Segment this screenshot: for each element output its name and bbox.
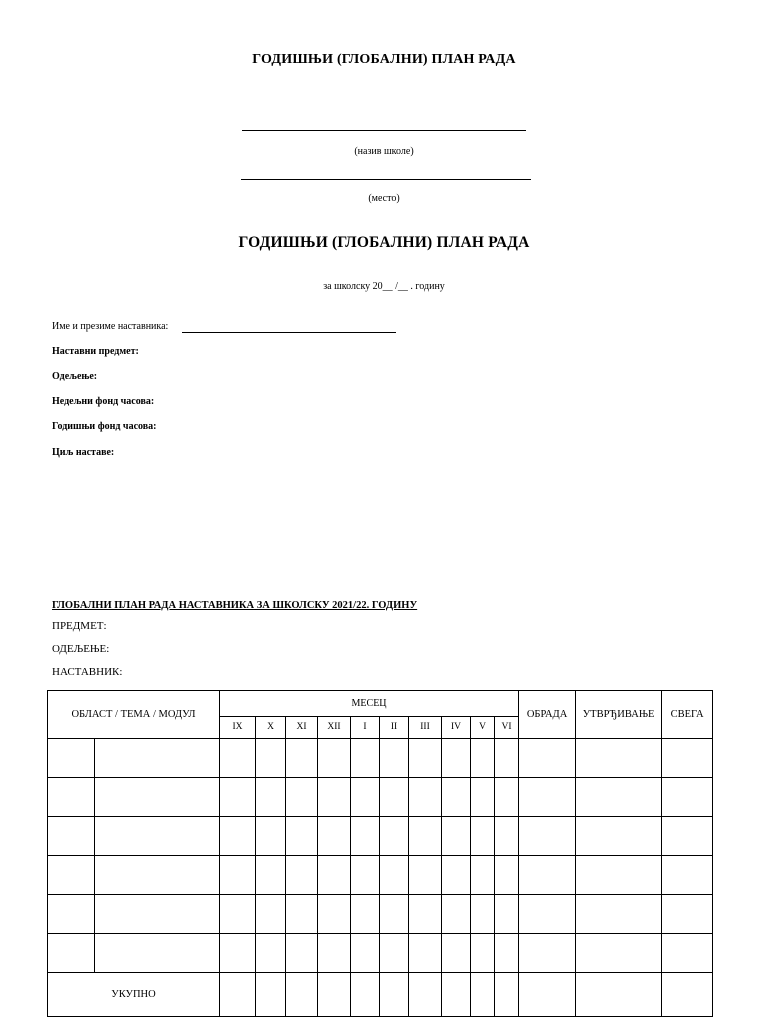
table-cell — [442, 934, 471, 973]
month-xi: XI — [286, 716, 318, 738]
table-cell — [318, 778, 351, 817]
table-row — [48, 934, 713, 973]
table-cell — [442, 817, 471, 856]
table-cell — [286, 778, 318, 817]
table-cell — [48, 934, 95, 973]
table-cell — [220, 934, 256, 973]
total-cell — [662, 973, 713, 1017]
total-cell — [318, 973, 351, 1017]
table-cell — [220, 778, 256, 817]
place-caption: (место) — [368, 193, 400, 204]
school-name-line — [242, 130, 526, 131]
month-ix: IX — [220, 716, 256, 738]
month-v: V — [471, 716, 495, 738]
table-cell — [256, 856, 286, 895]
month-xii: XII — [318, 716, 351, 738]
month-ii: II — [380, 716, 409, 738]
table-cell — [662, 778, 713, 817]
total-cell — [495, 973, 519, 1017]
table-cell — [318, 739, 351, 778]
table-cell — [351, 778, 380, 817]
table-cell — [409, 895, 442, 934]
table-cell — [662, 739, 713, 778]
table-cell — [519, 895, 576, 934]
total-cell — [442, 973, 471, 1017]
total-cell — [471, 973, 495, 1017]
plan-heading — [52, 595, 417, 613]
table-cell — [380, 778, 409, 817]
table-cell — [256, 739, 286, 778]
table-cell — [318, 856, 351, 895]
table-cell — [48, 778, 95, 817]
table-cell — [519, 856, 576, 895]
table-cell — [662, 856, 713, 895]
table-cell — [576, 895, 662, 934]
table-cell — [409, 739, 442, 778]
plan-subject-label: ПРЕДМЕТ: — [52, 620, 107, 632]
table-cell — [519, 817, 576, 856]
month-header: МЕСЕЦ — [220, 691, 519, 717]
table-cell — [662, 934, 713, 973]
table-cell — [220, 856, 256, 895]
table-cell — [286, 817, 318, 856]
table-cell — [495, 895, 519, 934]
table-cell — [286, 739, 318, 778]
table-cell — [220, 817, 256, 856]
table-cell — [442, 739, 471, 778]
total-cell — [286, 973, 318, 1017]
table-cell — [471, 895, 495, 934]
total-cell — [256, 973, 286, 1017]
table-cell — [471, 739, 495, 778]
month-iv: IV — [442, 716, 471, 738]
plan-table-body — [48, 739, 713, 973]
total-header: СВЕГА — [662, 691, 713, 739]
table-cell — [318, 895, 351, 934]
month-vi: VI — [495, 716, 519, 738]
table-cell — [495, 856, 519, 895]
table-cell — [48, 739, 95, 778]
total-cell — [380, 973, 409, 1017]
table-cell — [318, 934, 351, 973]
review-header: УТВРЂИВАЊЕ — [576, 691, 662, 739]
plan-class-label: ОДЕЉЕЊЕ: — [52, 643, 110, 655]
total-cell — [409, 973, 442, 1017]
total-row-label: УКУПНО — [48, 973, 220, 1017]
table-cell — [220, 739, 256, 778]
table-cell — [495, 739, 519, 778]
table-cell — [576, 817, 662, 856]
table-cell — [409, 817, 442, 856]
table-cell — [409, 778, 442, 817]
table-cell — [576, 934, 662, 973]
field-annual-hours: Годишњи фонд часова: — [52, 421, 157, 432]
table-cell — [380, 895, 409, 934]
total-cell — [351, 973, 380, 1017]
table-cell — [95, 856, 220, 895]
table-cell — [351, 739, 380, 778]
table-cell — [471, 778, 495, 817]
table-cell — [380, 817, 409, 856]
field-class: Одељење: — [52, 371, 98, 382]
main-title: ГОДИШЊИ (ГЛОБАЛНИ) ПЛАН РАДА — [238, 234, 530, 251]
header-row — [48, 691, 713, 717]
table-row — [48, 739, 713, 778]
total-cell — [220, 973, 256, 1017]
table-row — [48, 856, 713, 895]
table-cell — [351, 817, 380, 856]
table-cell — [95, 934, 220, 973]
table-cell — [495, 778, 519, 817]
table-cell — [442, 856, 471, 895]
table-cell — [286, 895, 318, 934]
table-cell — [48, 817, 95, 856]
table-cell — [471, 817, 495, 856]
table-cell — [286, 856, 318, 895]
table-row — [48, 817, 713, 856]
month-iii: III — [409, 716, 442, 738]
table-row — [48, 778, 713, 817]
table-cell — [256, 817, 286, 856]
table-cell — [409, 856, 442, 895]
table-cell — [220, 895, 256, 934]
table-cell — [351, 895, 380, 934]
teacher-name-label: Име и презиме наставника: — [52, 321, 169, 332]
table-cell — [519, 934, 576, 973]
table-cell — [471, 934, 495, 973]
school-name-caption: (назив школе) — [354, 146, 414, 157]
table-cell — [471, 856, 495, 895]
table-cell — [519, 778, 576, 817]
table-cell — [48, 895, 95, 934]
table-cell — [256, 934, 286, 973]
table-cell — [576, 739, 662, 778]
place-line — [241, 179, 531, 180]
table-cell — [95, 817, 220, 856]
total-cell — [576, 973, 662, 1017]
table-cell — [576, 778, 662, 817]
school-year-line: за школску 20__ /__ . годину — [323, 281, 445, 292]
month-x: X — [256, 716, 286, 738]
table-cell — [380, 739, 409, 778]
processing-header: ОБРАДА — [519, 691, 576, 739]
table-cell — [380, 856, 409, 895]
total-cell — [519, 973, 576, 1017]
table-cell — [442, 895, 471, 934]
month-i: I — [351, 716, 380, 738]
top-title: ГОДИШЊИ (ГЛОБАЛНИ) ПЛАН РАДА — [252, 52, 516, 67]
table-cell — [351, 934, 380, 973]
table-cell — [351, 856, 380, 895]
table-cell — [495, 934, 519, 973]
table-cell — [662, 895, 713, 934]
area-header: ОБЛАСТ / ТЕМА / МОДУЛ — [48, 691, 220, 739]
table-cell — [380, 934, 409, 973]
field-subject: Наставни предмет: — [52, 346, 139, 357]
table-cell — [576, 856, 662, 895]
table-cell — [95, 895, 220, 934]
table-cell — [95, 739, 220, 778]
table-cell — [256, 895, 286, 934]
teacher-name-line — [182, 332, 396, 333]
table-cell — [48, 856, 95, 895]
total-row — [48, 973, 713, 1017]
table-cell — [256, 778, 286, 817]
table-cell — [495, 817, 519, 856]
plan-teacher-label: НАСТАВНИК: — [52, 666, 123, 678]
field-weekly-hours: Недељни фонд часова: — [52, 396, 155, 407]
table-cell — [519, 739, 576, 778]
table-cell — [442, 778, 471, 817]
table-cell — [286, 934, 318, 973]
field-teaching-goal: Циљ наставе: — [52, 447, 115, 458]
plan-table — [47, 690, 713, 1017]
table-cell — [318, 817, 351, 856]
plan-heading-text: ГЛОБАЛНИ ПЛАН РАДА НАСТАВНИКА ЗА ШКОЛСКУ 2021/22. ГОДИНУ — [52, 600, 418, 611]
table-cell — [409, 934, 442, 973]
table-cell — [662, 817, 713, 856]
table-row — [48, 895, 713, 934]
table-cell — [95, 778, 220, 817]
